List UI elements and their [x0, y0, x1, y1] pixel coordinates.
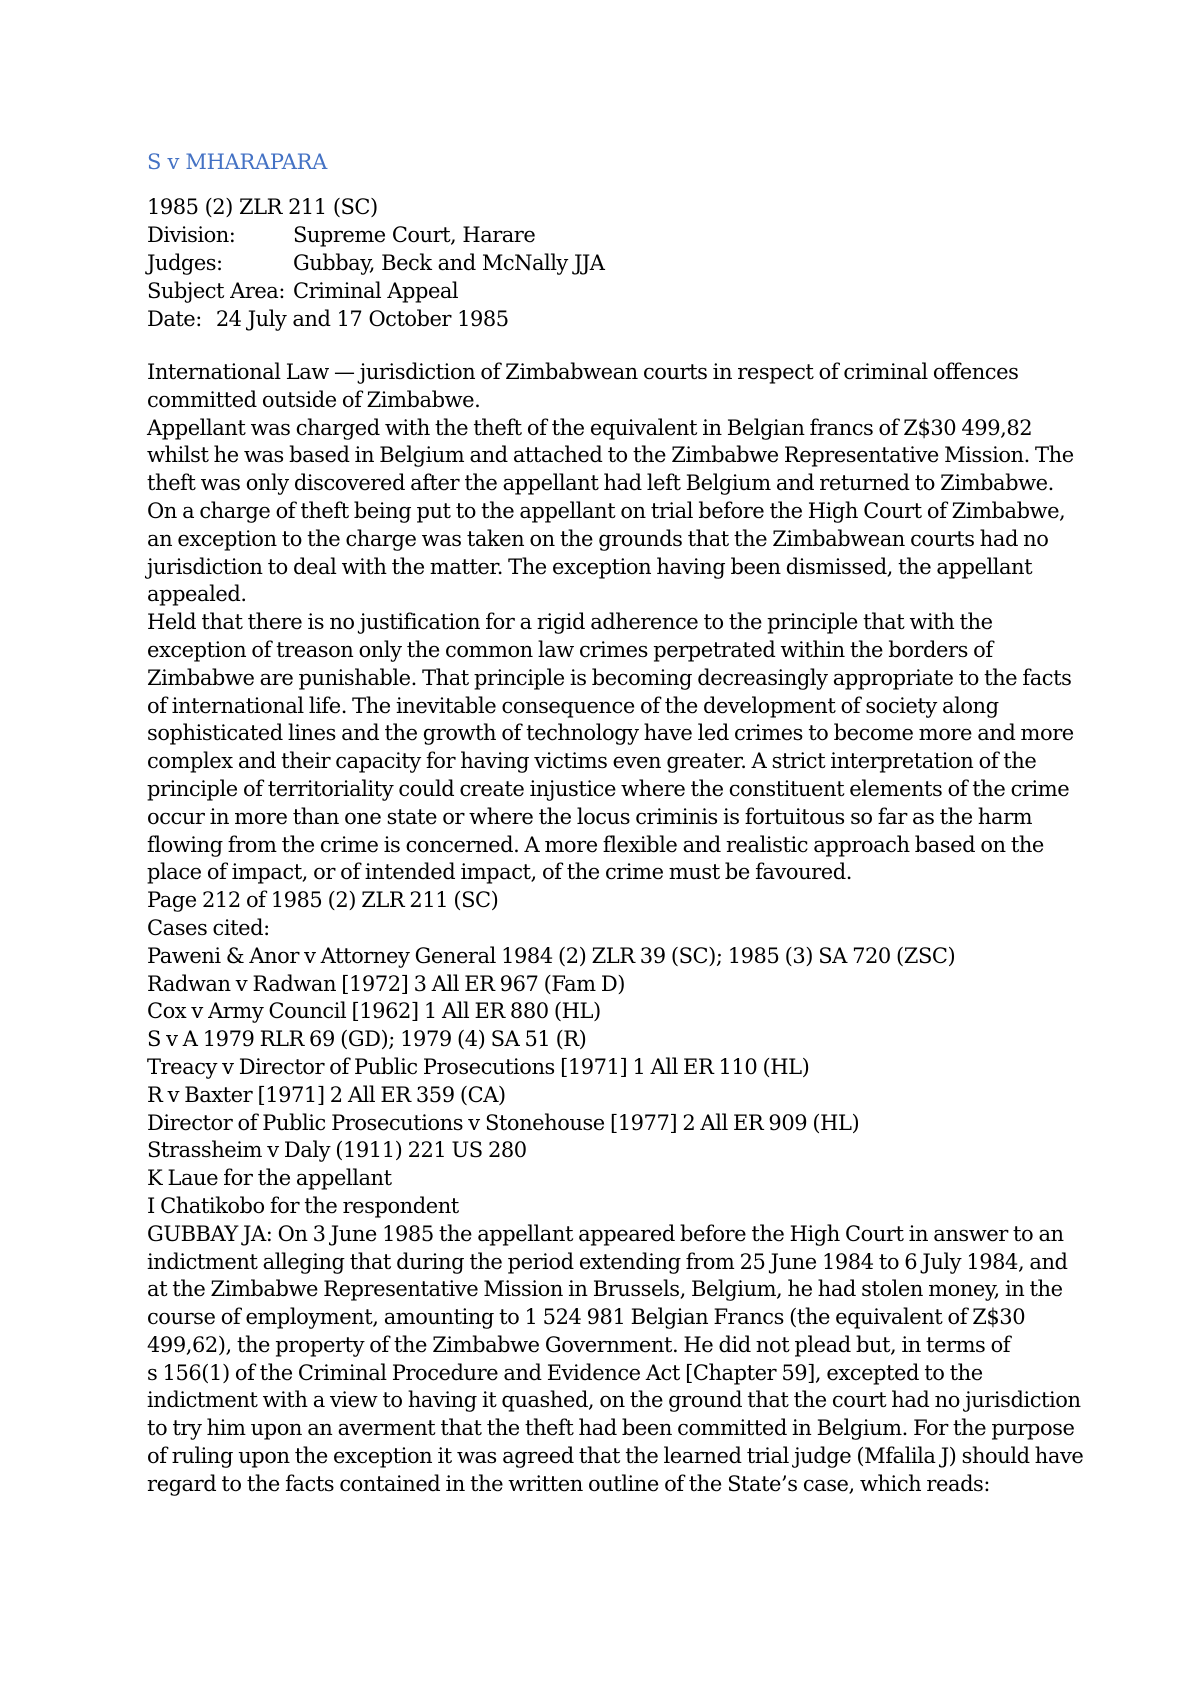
- division-value: Supreme Court, Harare: [293, 223, 536, 247]
- subject-area-row: [147, 277, 1087, 305]
- cited-case: Radwan v Radwan [1972] 3 All ER 967 (Fam D): [147, 971, 625, 996]
- case-body: [147, 359, 1087, 1499]
- page-reference: Page 212 of 1985 (2) ZLR 211 (SC): [147, 888, 499, 913]
- judgment-paragraph: GUBBAY JA: On 3 June 1985 the appellant appeared before the High Court in answer to an indictment alleging that during the period extending from 25 June 1984 to 6 July 1984, and at the Zimbabwe Representative Mission in Brussels, Belgium, he had stolen money, in the course of employment, amounting to 1 524 981 Belgian Francs (the equivalent of Z$30 499,62), the property of the Zimbabwe Government. He did not plead but, in terms of: [147, 1221, 1068, 1357]
- case-metadata: [147, 193, 1087, 333]
- judges-value: Gubbay, Beck and McNally JJA: [293, 251, 605, 275]
- held-paragraph: Held that there is no justification for a rigid adherence to the principle that with the exception of treason only the common law crimes perpetrated within the borders of Zimbabwe are punishable. That principle is becoming decreasingly appropriate to the facts of international life. The inevitable consequence of the development of society along sophisticated lines and the growth of technology have led crimes to become more and more complex and their capacity for having victims even greater. A strict interpretation of the principle of territoriality could create injustice where the constituent elements of the crime occur in more than one state or where the locus criminis is fortuitous so far as the harm flowing from the crime is concerned. A more flexible and realistic approach based on the place of impact, or of intended impact, of the crime must be favoured.: [147, 610, 1074, 885]
- counsel-appellant: K Laue for the appellant: [147, 1166, 392, 1191]
- cited-case: Strassheim v Daly (1911) 221 US 280: [147, 1138, 527, 1163]
- subject-area-label: Subject Area:: [147, 279, 285, 303]
- date-row: [147, 305, 1087, 333]
- cited-case: R v Baxter [1971] 2 All ER 359 (CA): [147, 1082, 506, 1107]
- citation: 1985 (2) ZLR 211 (SC): [147, 195, 378, 219]
- judges-label: Judges:: [147, 251, 223, 275]
- procedure-paragraph: On a charge of theft being put to the appellant on trial before the High Court of Zimbabwe, an exception to the charge was taken on the grounds that the Zimbabwean courts had no jurisdiction to deal with the matter. The exception having been dismissed, the appellant appealed.: [147, 498, 1066, 607]
- cited-case: Director of Public Prosecutions v Stonehouse [1977] 2 All ER 909 (HL): [147, 1110, 860, 1135]
- date-value: 24 July and 17 October 1985: [215, 307, 509, 331]
- cases-cited-heading: Cases cited:: [147, 915, 270, 940]
- judges-row: [147, 249, 1087, 277]
- document-content: [147, 148, 1087, 1499]
- cited-case: Paweni & Anor v Attorney General 1984 (2) ZLR 39 (SC); 1985 (3) SA 720 (ZSC): [147, 943, 956, 968]
- cited-case: S v A 1979 RLR 69 (GD); 1979 (4) SA 51 (R): [147, 1027, 587, 1052]
- division-row: [147, 221, 1087, 249]
- judgment-paragraph-continued: s 156(1) of the Criminal Procedure and Evidence Act [Chapter 59], excepted to the indictment with a view to having it quashed, on the ground that the court had no jurisdiction to try him upon an averment that the theft had been committed in Belgium. For the purpose of ruling upon the exception it was agreed that the learned trial judge (Mfalila J) should have regard to the facts contained in the written outline of the State’s case, which reads:: [147, 1360, 1084, 1496]
- cited-case: Cox v Army Council [1962] 1 All ER 880 (HL): [147, 999, 601, 1024]
- cited-case: Treacy v Director of Public Prosecutions [1971] 1 All ER 110 (HL): [147, 1054, 810, 1079]
- counsel-respondent: I Chatikobo for the respondent: [147, 1193, 459, 1218]
- citation-row: [147, 193, 1087, 221]
- facts-paragraph: Appellant was charged with the theft of the equivalent in Belgian francs of Z$30 499,82 whilst he was based in Belgium and attached to the Zimbabwe Representative Mission. The theft was only discovered after the appellant had left Belgium and returned to Zimbabwe.: [147, 415, 1074, 496]
- date-label: Date:: [147, 307, 202, 331]
- division-label: Division:: [147, 223, 236, 247]
- subject-area-value: Criminal Appeal: [293, 279, 459, 303]
- headnote-paragraph: International Law — jurisdiction of Zimbabwean courts in respect of criminal offences committed outside of Zimbabwe.: [147, 360, 1019, 412]
- case-title: S v MHARAPARA: [147, 150, 328, 174]
